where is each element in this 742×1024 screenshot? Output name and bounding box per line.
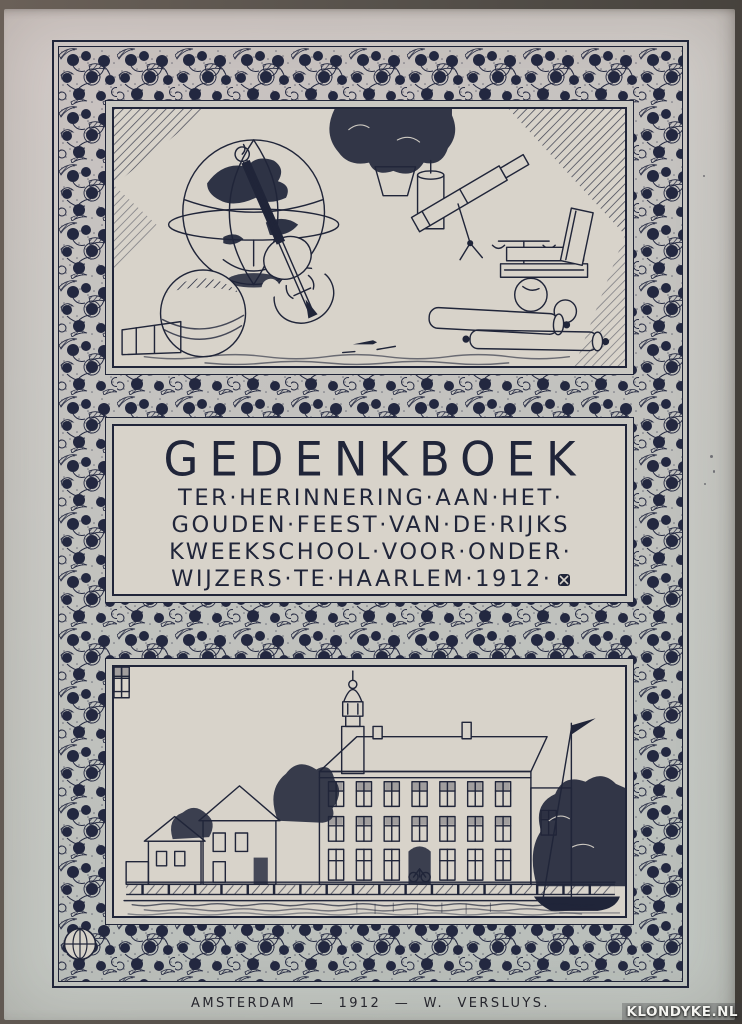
tree-left: [273, 764, 339, 823]
artist-monogram: [61, 925, 99, 963]
hatch-top-right: [509, 109, 625, 235]
title-panel: [112, 424, 627, 596]
houses-left: [126, 786, 280, 884]
telescope: [411, 152, 530, 259]
title-line-2: TER·HERINNERING·AAN·HET·: [178, 485, 564, 512]
flower-bouquet: [329, 109, 455, 196]
title-line-5: [114, 566, 625, 593]
still-life-illustration: [114, 109, 625, 366]
church-spire: [342, 671, 364, 773]
canal-view-illustration: [114, 667, 625, 916]
title-line-3: GOUDEN·FEEST·VAN·DE·RIJKS: [171, 512, 571, 539]
title-line-4: KWEEKSCHOOL·VOOR·ONDER·: [169, 539, 573, 566]
fruit: [515, 278, 547, 311]
paper-speck: [713, 470, 715, 473]
title-line-5-text: WIJZERS·TE·HAARLEM·1912·: [171, 566, 553, 593]
pens: [343, 340, 396, 352]
bottom-illustration-panel: [112, 665, 627, 918]
top-illustration-panel: [112, 107, 627, 368]
quay-fence: [126, 883, 615, 897]
paper-speck: [704, 483, 706, 485]
sphere: [161, 270, 246, 357]
scrolls: [429, 307, 610, 351]
tree-right: [533, 776, 625, 886]
books: [501, 208, 594, 277]
hatch-left: [114, 185, 156, 274]
title-block: [114, 426, 625, 593]
watermark: KLONDYKE.NL: [622, 1003, 742, 1022]
book-cover: [4, 9, 735, 1020]
tree-small: [171, 808, 213, 839]
paper-speck: [710, 455, 713, 458]
paper-speck: [88, 361, 90, 363]
imprint: AMSTERDAM — 1912 — W. VERSLUYS.: [191, 996, 550, 1011]
water: [128, 903, 620, 915]
ground-lines: [144, 355, 569, 365]
book-title: GEDENKBOEK: [163, 431, 587, 488]
paper-speck: [703, 175, 705, 177]
printers-mark-icon: [557, 573, 571, 587]
